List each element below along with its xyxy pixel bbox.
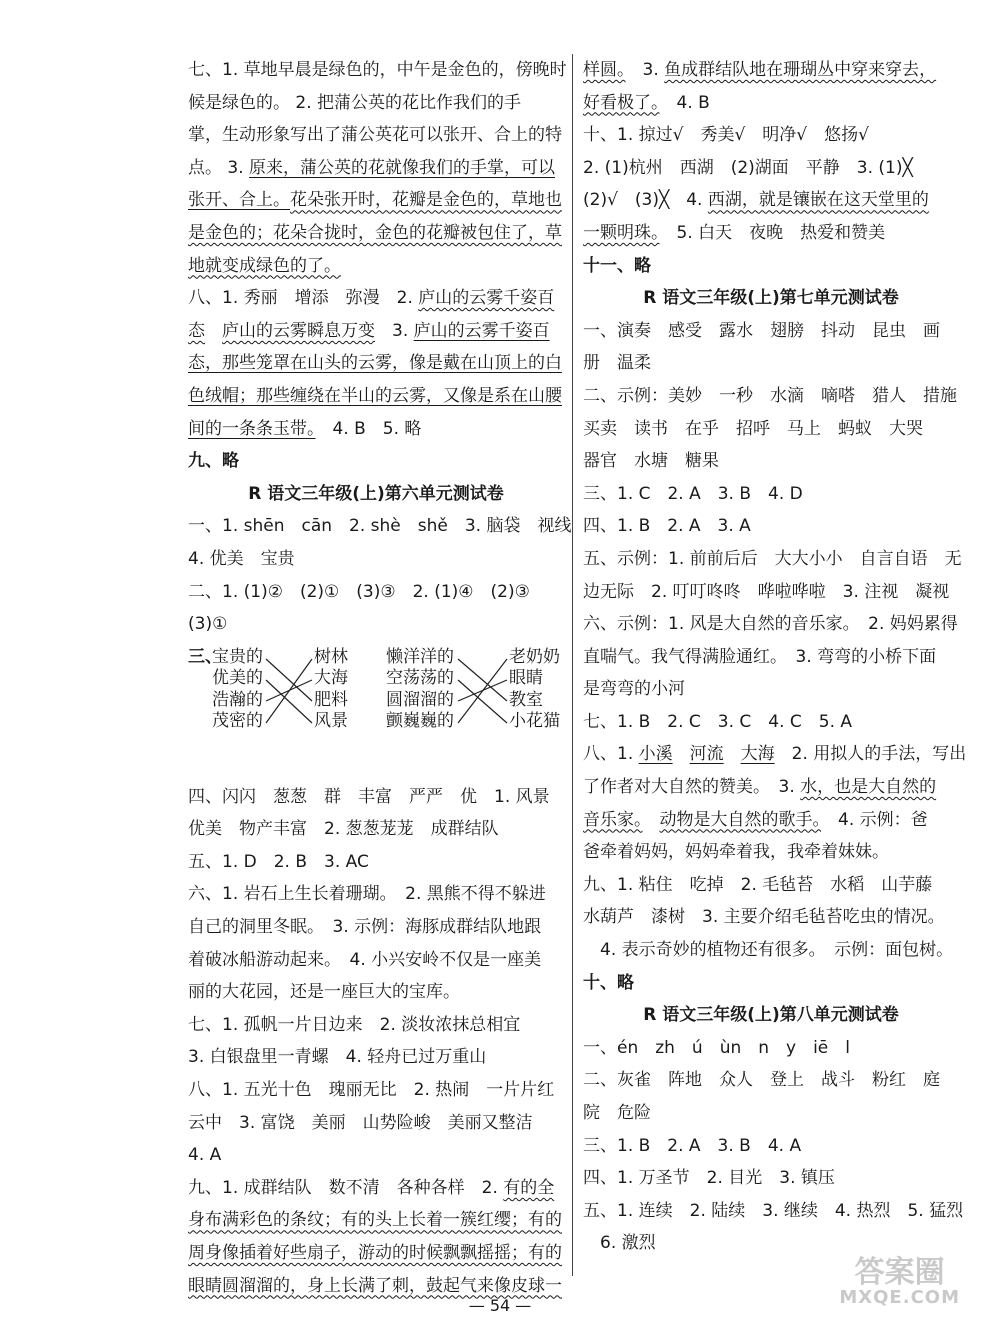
wavy-underlined-answer: 是金色的；花朵合拢时，金色的花瓣被包住了，草 [188,222,562,243]
match-word: 圆溜溜的 [386,689,454,710]
underlined-answer: 小溪 [638,744,673,765]
wavy-underlined-answer: 庐山的云雾千姿百 [418,288,555,309]
wavy-underlined-answer: 水，也是大自然的 [800,777,937,798]
watermark-logo [839,1255,960,1308]
answer-line [188,1172,564,1205]
match-word: 风景 [314,711,348,732]
match-line [458,680,507,723]
wavy-underlined-answer: 眼睛圆溜溜的，身上长满了刺，鼓起气来像皮球一 [188,1275,562,1296]
answer-line: 四、1. 万圣节 2. 目光 3. 镇压 [583,1168,835,1189]
wavy-underlined-answer: 好看极了。 [583,92,660,113]
answer-text: 4. 示例：爸 [821,809,928,830]
match-word: 肥料 [314,689,348,710]
answer-line: 七、1. 草地早晨是绿色的，中午是金色的，傍晚时 [188,60,567,80]
match-word: 浩瀚的 [212,689,263,710]
match-word: 大海 [314,668,348,689]
underlined-answer: 河流 [689,744,724,765]
answer-line [188,413,564,446]
match-line [266,659,312,701]
answer-line: 二、示例：美妙 一秒 水滴 嘀嗒 猎人 措施 [583,385,957,406]
unit7-title: R 语文三年级(上)第七单元测试卷 [643,288,899,309]
match-line [266,659,312,723]
match-word: 茂密的 [212,711,263,732]
answer-line: 自己的洞里冬眠。 3. 示例：海豚成群结队地跟 [188,917,542,938]
answer-text: 2. 用拟人的手法，写出 [774,744,967,765]
answer-line: 六、示例：1. 风是大自然的音乐家。 2. 妈妈累得 [583,614,958,635]
answer-line: 八、1. 五光十色 瑰丽无比 2. 热闹 一片片红 [188,1080,555,1101]
answer-line: 二、1. (1)② (2)① (3)③ 2. (1)④ (2)③ [188,581,530,602]
match-word: 树林 [314,646,348,667]
answer-line: 器官 水塘 糖果 [583,451,719,472]
answer-line: 3. 白银盘里一青螺 4. 轻舟已过万重山 [188,1047,487,1068]
answer-line: 九、1. 粘住 吃掉 2. 毛毡苔 水稻 山芋藤 [583,874,933,895]
wavy-underlined-answer: 音乐家。 [583,809,643,830]
answer-line: 四、闪闪 葱葱 群 丰富 严严 优 1. 风景 [188,786,550,807]
spacer [724,744,741,764]
answer-line [583,738,967,771]
answer-line [188,152,564,185]
answer-text: 了作者对大自然的赞美。 3. [583,777,801,798]
answer-text: 点。 3. [188,157,250,178]
right-column [583,54,967,1260]
answer-line: 七、1. 孤帆一片日边来 2. 淡妆浓抹总相宜 [188,1014,521,1035]
column-divider [572,54,573,1276]
answer-line: 册 温柔 [583,353,651,374]
underlined-answer: 原来，蒲公英的花就像我们的手掌，可以 [249,157,556,178]
answer-line: 六、1. 岩石上生长着珊瑚。 2. 黑熊不得不躲进 [188,884,546,905]
answer-line [188,217,564,250]
answer-line: 十、1. 掠过√ 秀美√ 明净√ 悠扬√ [583,125,869,146]
answer-line: 一、1. shēn cān 2. shè shě 3. 脑袋 视线 [188,516,572,537]
answer-text: (2)√ (3)╳ 4. [583,190,708,211]
answer-line [583,54,959,87]
watermark-url: MXQE.COM [839,1287,960,1308]
answer-line: 买卖 读书 在乎 招呼 马上 蚂蚁 大哭 [583,418,923,439]
section-heading: 十一、略 [583,255,651,276]
wavy-underlined-answer: 身布满彩色的条纹；有的头上长着一簇红缨；有的 [188,1210,562,1231]
unit6-title: R 语文三年级(上)第六单元测试卷 [248,483,504,504]
unit8-title: R 语文三年级(上)第八单元测试卷 [643,1005,899,1026]
matching-label: 三、 [188,646,222,667]
answer-line: 候是绿色的。 2. 把蒲公英的花比作我们的手 [188,92,522,113]
watermark-text: 答案圈 [854,1255,945,1290]
answer-line: 4. 优美 宝贵 [188,548,295,569]
answer-line: 着破冰船游动起来。 4. 小兴安岭不仅是一座美 [188,949,542,970]
match-line [266,680,312,723]
answer-line: 丽的大花园，还是一座巨大的宝库。 [188,982,460,1003]
answer-line: 一、演奏 感受 露水 翅膀 抖动 昆虫 画 [583,320,940,341]
match-line [458,659,507,723]
answer-line [583,771,959,804]
answer-line: 直喘气。我气得满脸通红。 3. 弯弯的小桥下面 [583,646,937,667]
answer-line: 4. A [188,1145,222,1166]
answer-line: 三、1. B 2. A 3. B 4. A [583,1135,802,1156]
left-column [188,54,572,1302]
answer-line: 二、灰雀 阵地 众人 登上 战斗 粉红 庭 [583,1070,940,1091]
answer-text: 5. 白天 夜晚 热爱和赞美 [659,222,886,243]
match-word: 宝贵的 [212,646,263,667]
wavy-underlined-answer: 有的全 [503,1177,555,1198]
answer-line: 五、1. 连续 2. 陆续 3. 继续 4. 热烈 5. 猛烈 [583,1200,964,1221]
answer-line [188,250,564,283]
wavy-underlined-answer: 态 [188,320,205,341]
answer-text: 4. B 5. 略 [315,418,422,439]
answer-line [583,804,959,837]
underlined-answer: 张开、合上。 [188,190,290,211]
answer-line: 七、1. B 2. C 3. C 4. C 5. A [583,711,853,732]
answer-text: 3. [625,60,665,80]
answer-line: 2. (1)杭州 西湖 (2)湖面 平静 3. (1)╳ [583,157,913,178]
answer-text: 3. [375,320,414,341]
answer-line [583,217,959,250]
underlined-answer: 大海 [740,744,775,765]
section-heading: 十、略 [583,972,634,993]
answer-text: 九、1. 成群结队 数不清 各种各样 2. [188,1177,504,1198]
answer-line: 边无际 2. 叮叮咚咚 哗啦哗啦 3. 注视 凝视 [583,581,950,602]
answer-line: 一、én zh ú ùn n y iē l [583,1037,850,1058]
match-word: 优美的 [212,668,263,689]
answer-line: 4. 表示奇妙的植物还有很多。 示例：面包树。 [600,940,954,961]
answer-line: 是弯弯的小河 [583,679,685,700]
page-number: — 54 — [468,1296,532,1315]
match-word: 颤巍巍的 [386,711,454,732]
underlined-answer: 间的一条条玉带。 [188,418,316,439]
wavy-underlined-answer: 一颗明珠。 [583,222,660,243]
wavy-underlined-answer: 样圆。 [583,60,626,80]
answer-line [188,315,564,348]
wavy-underlined-answer: 庐山的云雾瞬息万变 [222,320,375,341]
wavy-underlined-answer: 花朵张开时，花瓣是金色的，草地也 [290,190,562,211]
answer-line [583,184,959,217]
wavy-underlined-answer: 地就变成绿色的了。 [188,255,341,276]
underlined-answer: 色绒帽；那些缠绕在半山的云雾，又像是系在山腰 [188,385,562,406]
answer-line: 云中 3. 富饶 美丽 山势险峻 美丽又整洁 [188,1112,533,1133]
spacer [643,810,660,830]
spacer [205,321,222,341]
wavy-underlined-answer: 鱼成群结队地在珊瑚丛中穿来穿去， [664,60,937,80]
answer-line: 掌，生动形象写出了蒲公英花可以张开、合上的特 [188,125,562,146]
spacer [673,744,690,764]
answer-line [188,347,564,380]
wavy-underlined-answer: 西湖，就是镶嵌在这天堂里的 [707,190,929,211]
match-word: 教室 [509,689,543,710]
answer-line [188,184,564,217]
matching-lines [188,647,564,777]
answer-line [188,1237,564,1270]
match-word: 眼睛 [509,668,543,689]
answer-line: 优美 物产丰富 2. 葱葱茏茏 成群结队 [188,819,499,840]
answer-line [188,1204,564,1237]
match-word: 空荡荡的 [386,668,454,689]
answer-line: 水葫芦 漆树 3. 主要介绍毛毡苔吃虫的情况。 [583,907,945,928]
underlined-answer: 庐山的云雾千姿百 [413,320,550,341]
match-line [458,659,507,701]
answer-line: (3)① [188,614,228,635]
match-word: 老奶奶 [509,646,560,667]
word-matching-diagram [188,647,564,777]
answer-line: 爸牵着妈妈，妈妈牵着我，我牵着妹妹。 [583,842,889,863]
wavy-underlined-answer: 周身像插着好些扇子，游动的时候飘飘摇摇；有的 [188,1243,562,1263]
match-word: 懒洋洋的 [386,646,454,667]
answer-line [188,282,564,315]
answer-line [583,87,959,120]
match-word: 小花猫 [509,711,560,732]
answer-text: 八、1. [583,744,639,765]
answer-line: 五、1. D 2. B 3. AC [188,851,369,872]
answer-line: 6. 激烈 [600,1233,656,1254]
answer-text: 八、1. 秀丽 增添 弥漫 2. [188,288,419,309]
section-heading: 九、略 [188,451,239,472]
answer-line: 五、示例：1. 前前后后 大大小小 自言自语 无 [583,548,962,569]
underlined-answer: 态，那些笼罩在山头的云雾，像是戴在山顶上的白 [188,353,562,374]
answer-line: 四、1. B 2. A 3. A [583,516,751,537]
wavy-underlined-answer: 动物是大自然的歌手。 [659,809,821,830]
answer-line [188,380,564,413]
answer-text: 4. B [659,92,710,113]
answer-line: 院 危险 [583,1103,651,1123]
answer-line: 三、1. C 2. A 3. B 4. D [583,483,803,504]
